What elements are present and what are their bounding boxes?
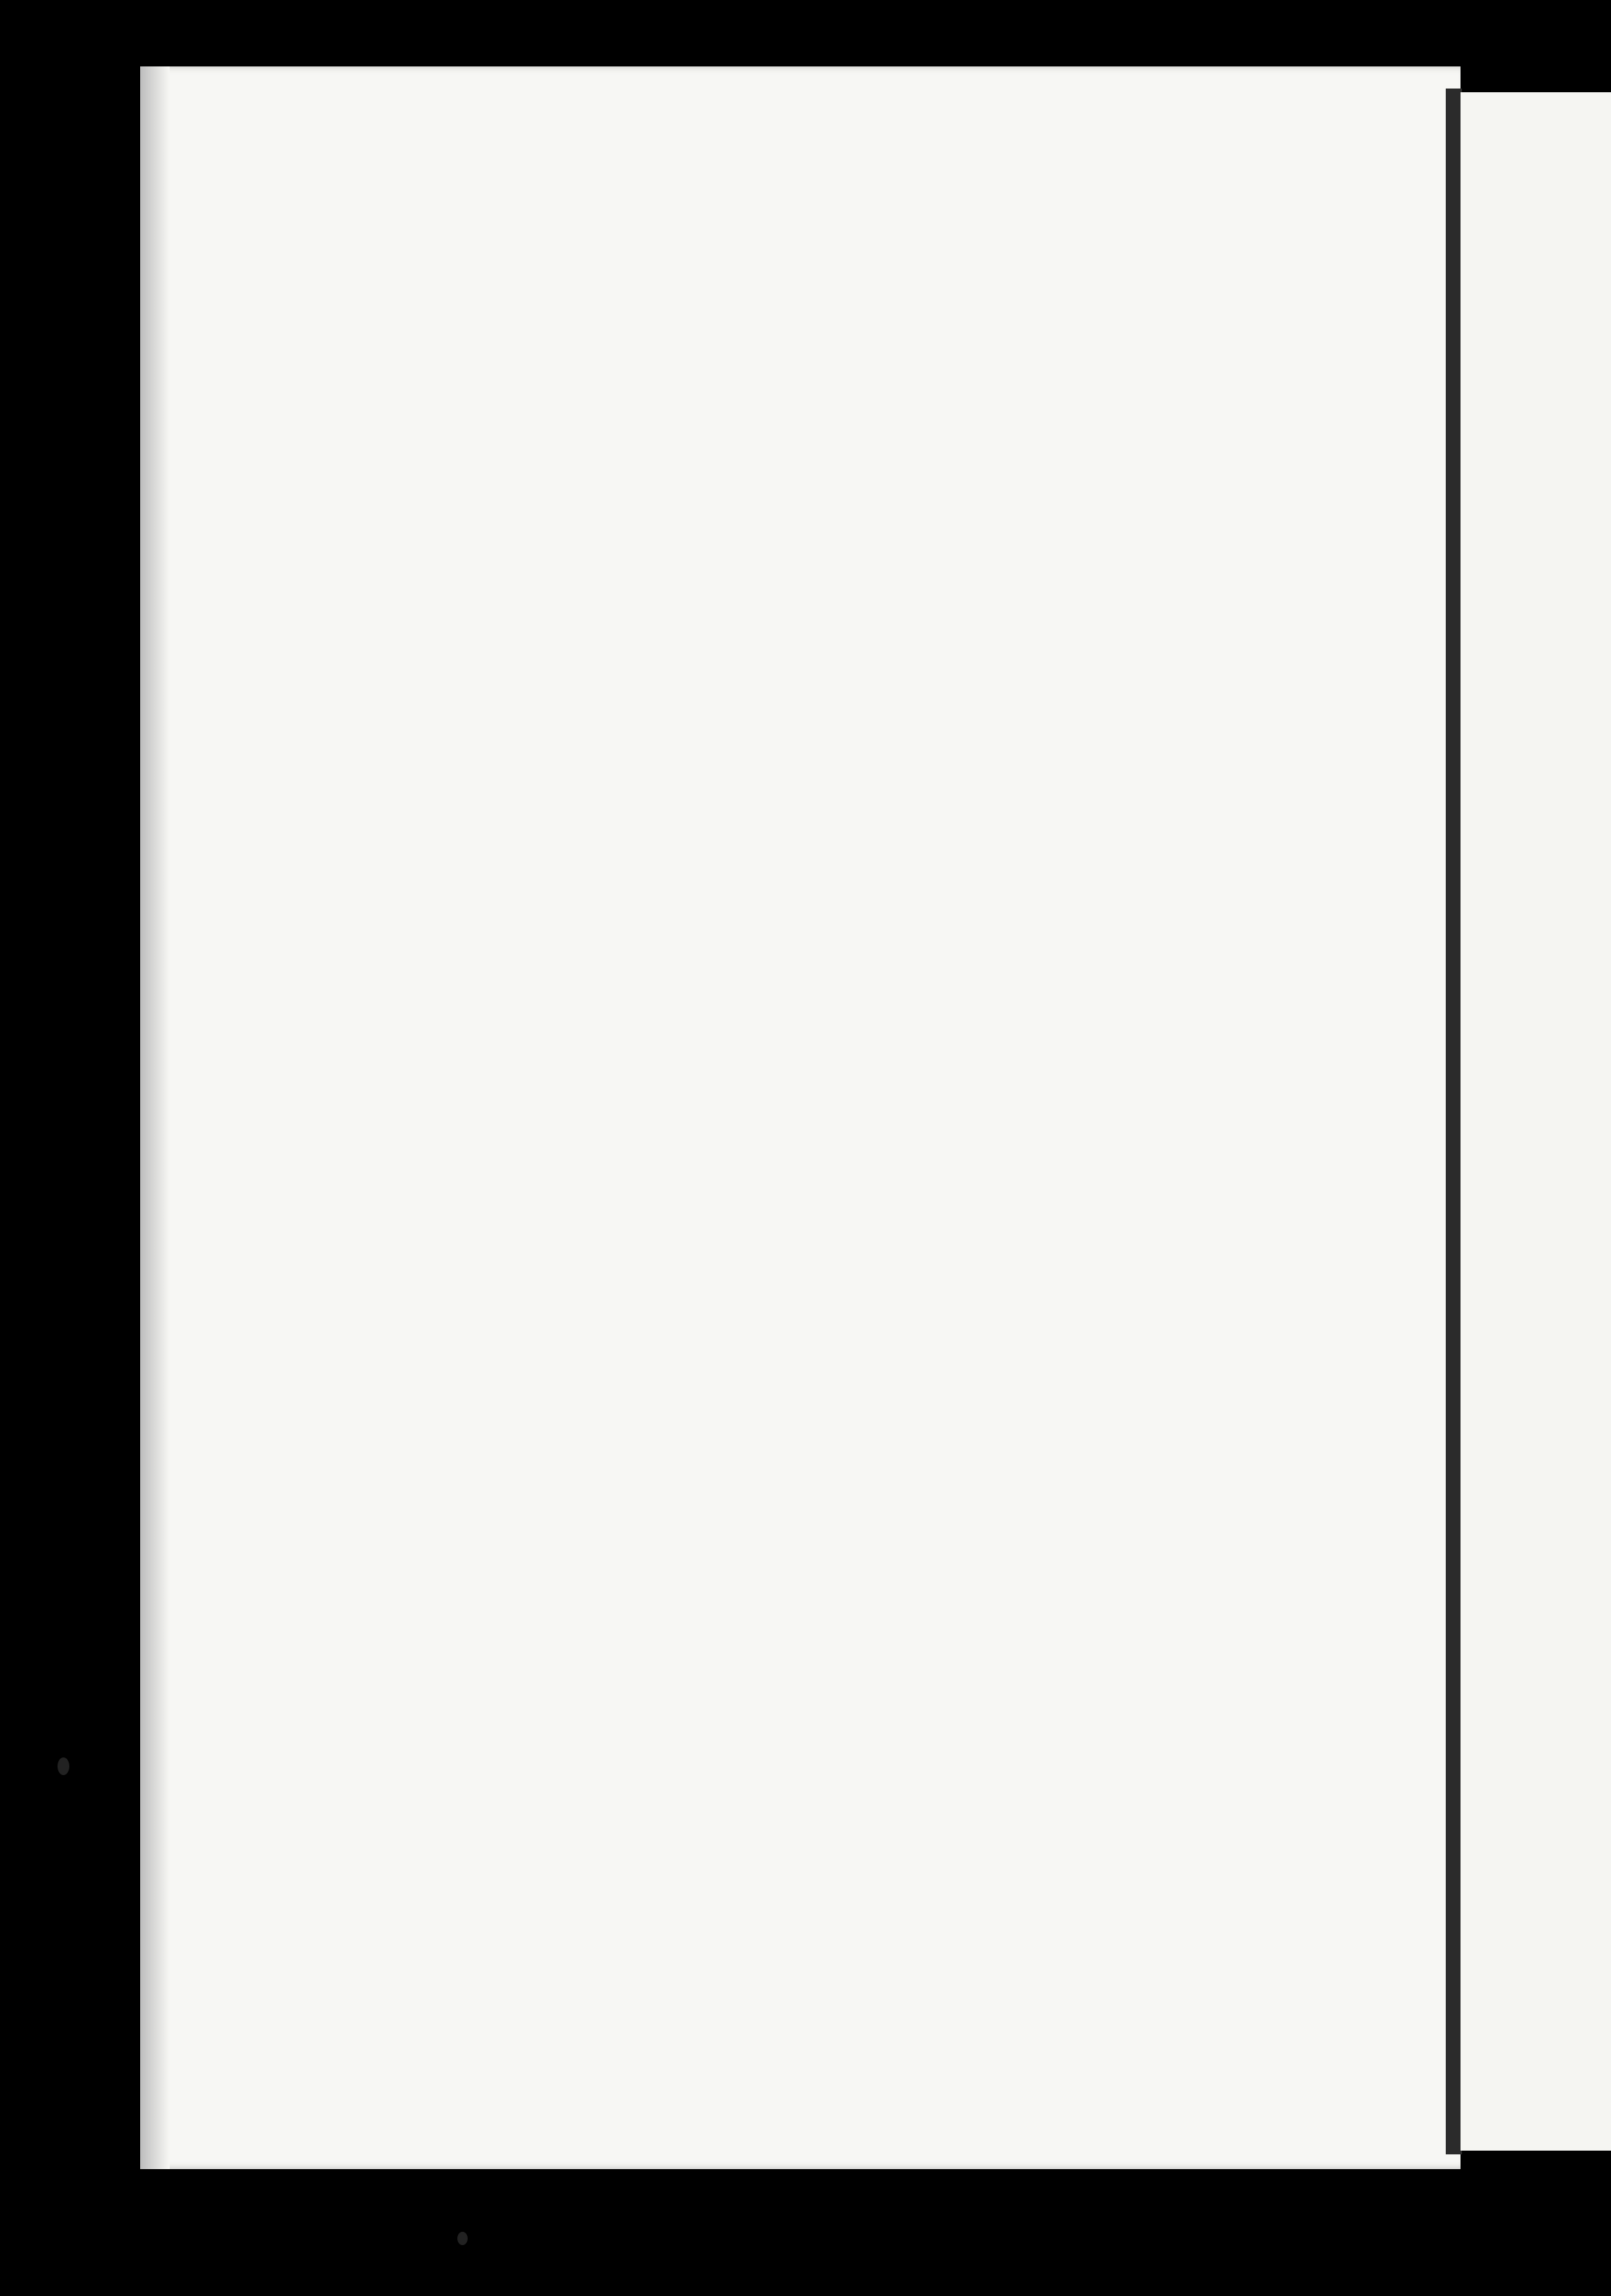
left-page <box>140 66 1461 2169</box>
scan-speck <box>457 2232 468 2245</box>
right-page <box>1461 92 1611 2151</box>
scan-speck <box>58 1757 69 1775</box>
book-gutter <box>1446 89 1462 2154</box>
page-edge-shadow <box>140 66 170 2169</box>
